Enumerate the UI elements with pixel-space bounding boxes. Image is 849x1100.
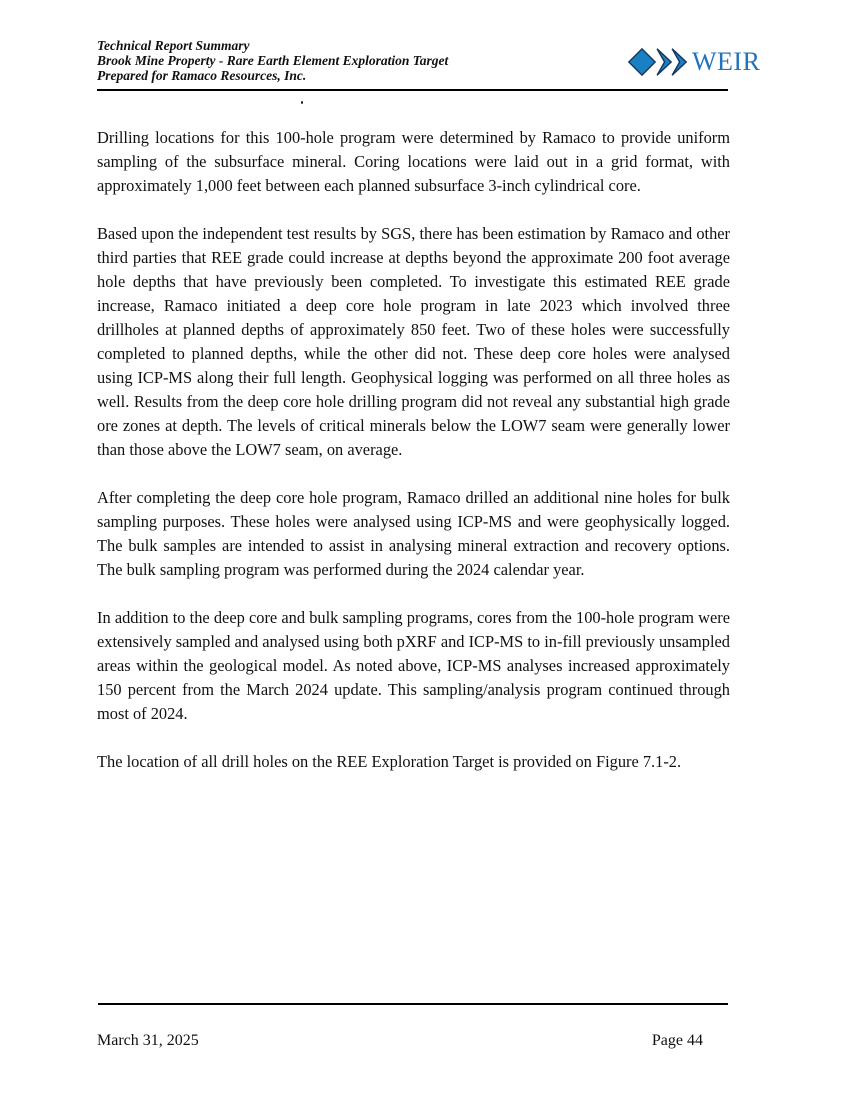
paragraph-bulk-sampling: After completing the deep core hole program, Ramaco drilled an additional nine holes for bulk sampling purposes. These holes were analysed using ICP-MS and were geophysically logged. The bulk samples are intended to assist in analysing mineral extraction and recovery options. The bulk sampling program was performed during the 2024 calendar year. xyxy=(97,488,730,579)
footer-date: March 31, 2025 xyxy=(97,1032,199,1049)
header-rule xyxy=(97,89,728,91)
body-text xyxy=(97,126,730,798)
stray-dot-artifact xyxy=(301,101,303,104)
diamond-double-chevron-icon xyxy=(627,46,689,78)
logo-wordmark: WEIR xyxy=(692,47,761,76)
paragraph-drilling-locations: Drilling locations for this 100-hole program were determined by Ramaco to provide uniform sampling of the subsurface mineral. Coring locations were laid out in a grid format, with approximately 1,000 feet between each planned subsurface 3-inch cylindrical core. xyxy=(97,128,730,195)
header-line-report-title: Technical Report Summary xyxy=(97,38,250,53)
logo-chevron-2 xyxy=(672,49,686,75)
footer-rule xyxy=(98,1003,728,1005)
logo-chevron-1 xyxy=(657,49,671,75)
logo-diamond-shape xyxy=(629,49,655,75)
paragraph-deep-core-program: Based upon the independent test results by SGS, there has been estimation by Ramaco and other third parties that REE grade could increase at depths beyond the approximate 200 foot average hole depths that have previously been completed. To investigate this estimated REE grade increase, Ramaco initiated a deep core hole program in late 2023 which involved three drillholes at planned depths of approximately 850 feet. Two of these holes were successfully completed to planned depths, while the other did not. These deep core holes were analysed using ICP-MS along their full length. Geophysical logging was performed on all three holes as well. Results from the deep core hole drilling program did not reveal any substantial high grade ore zones at depth. The levels of critical minerals below the LOW7 seam were generally lower than those above the LOW7 seam, on average. xyxy=(97,224,730,459)
footer-page-number: Page 44 xyxy=(651,1032,703,1049)
weir-logo xyxy=(627,46,760,78)
page-footer xyxy=(97,1031,728,1051)
paragraph-figure-reference: The location of all drill holes on the REE Exploration Target is provided on Figure 7.1-2. xyxy=(97,752,682,771)
paragraph-infill-sampling: In addition to the deep core and bulk sampling programs, cores from the 100-hole program were extensively sampled and analysed using both pXRF and ICP-MS to in-fill previously unsampled areas within the geological model. As noted above, ICP-MS analyses increased approximately 150 percent from the March 2024 update. This sampling/analysis program continued through most of 2024. xyxy=(97,608,730,723)
header-line-prepared-for: Prepared for Ramaco Resources, Inc. xyxy=(97,68,307,83)
header-line-property: Brook Mine Property - Rare Earth Element Exploration Target xyxy=(97,53,449,68)
